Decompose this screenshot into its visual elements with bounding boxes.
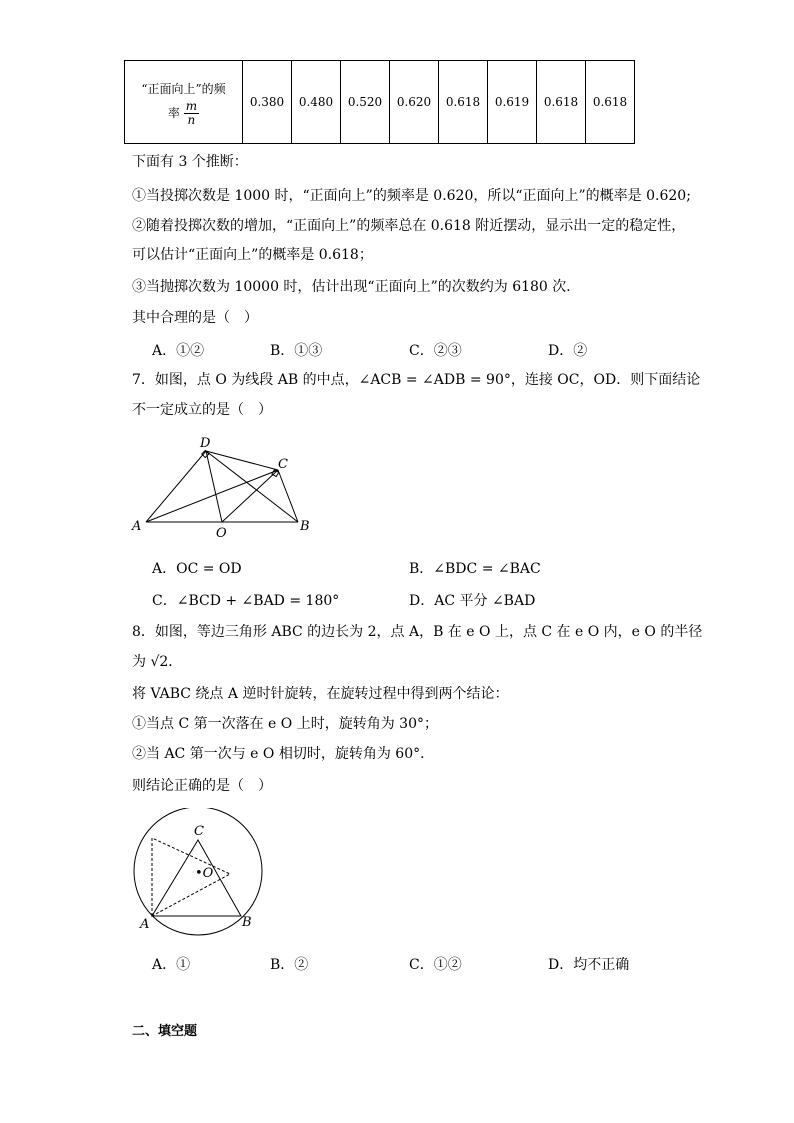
label-c: C bbox=[194, 824, 204, 839]
table-cell: 0.620 bbox=[390, 61, 439, 144]
table-cell: 0.520 bbox=[341, 61, 390, 144]
label-c: C bbox=[278, 457, 288, 472]
q6-option-a[interactable]: A．①② bbox=[152, 343, 205, 359]
q8-conclusion-2: ②当 AC 第一次与 e O 相切时，旋转角为 60°． bbox=[132, 746, 435, 762]
table-cell: 0.618 bbox=[439, 61, 488, 144]
q8-option-c[interactable]: C．①② bbox=[409, 957, 462, 973]
q6-statement-1: ①当投掷次数是 1000 时，“正面向上”的频率是 0.620，所以“正面向上”的概率是 0.620; bbox=[132, 188, 691, 204]
label-a: A bbox=[140, 917, 150, 932]
q7-stem-line-2: 不一定成立的是（ ） bbox=[132, 402, 272, 418]
label-b: B bbox=[242, 915, 252, 930]
q6-statement-2b: 可以估计“正面向上”的概率是 0.618； bbox=[132, 247, 373, 263]
fraction-m-over-n bbox=[184, 100, 199, 127]
q6-question: 其中合理的是（ ） bbox=[132, 310, 258, 326]
q7-option-b[interactable]: B．∠BDC = ∠BAC bbox=[409, 561, 541, 577]
label-o: •O bbox=[195, 866, 214, 881]
table-cell: 0.380 bbox=[243, 61, 292, 144]
q8-stem-line-2: 为 √2． bbox=[132, 654, 183, 670]
table-header-cell bbox=[125, 61, 243, 144]
fraction-numerator: m bbox=[185, 98, 198, 113]
label-d: D bbox=[200, 436, 211, 451]
q6-option-d[interactable]: D．② bbox=[548, 343, 588, 359]
q8-stem-line-3: 将 VABC 绕点 A 逆时针旋转，在旋转过程中得到两个结论： bbox=[132, 686, 509, 702]
q8-conclusion-1: ①当点 C 第一次落在 e O 上时，旋转角为 30°； bbox=[132, 716, 438, 732]
q6-intro: 下面有 3 个推断： bbox=[132, 154, 248, 170]
q6-statement-2a: ②随着投掷次数的增加，“正面向上”的频率总在 0.618 附近摆动，显示出一定的稳定性， bbox=[132, 218, 686, 234]
q8-figure bbox=[130, 808, 270, 936]
table-cell: 0.618 bbox=[586, 61, 635, 144]
frequency-table bbox=[124, 60, 635, 144]
q8-stem-line-1: 8．如图，等边三角形 ABC 的边长为 2，点 A，B 在 e O 上，点 C 在 e O 内，e O 的半径 bbox=[132, 624, 703, 640]
q8-option-a[interactable]: A．① bbox=[152, 957, 191, 973]
header-line-2 bbox=[125, 100, 242, 127]
q6-statement-3: ③当抛掷次数为 10000 时，估计出现“正面向上”的次数约为 6180 次． bbox=[132, 279, 581, 295]
segment-oc bbox=[222, 470, 278, 522]
q7-stem-line-1: 7．如图，点 O 为线段 AB 的中点，∠ACB = ∠ADB = 90°，连接 OC，OD．则下面结论 bbox=[132, 372, 701, 388]
segment-ad bbox=[146, 451, 206, 522]
q7-option-a[interactable]: A．OC = OD bbox=[152, 561, 242, 577]
q6-option-c[interactable]: C．②③ bbox=[409, 343, 462, 359]
q7-figure bbox=[130, 430, 320, 545]
rotated-triangle-dashed bbox=[152, 838, 230, 916]
q8-question: 则结论正确的是（ ） bbox=[132, 778, 272, 794]
label-a: A bbox=[132, 519, 142, 534]
q8-option-b[interactable]: B．② bbox=[270, 957, 309, 973]
label-b: B bbox=[300, 519, 310, 534]
table-cell: 0.480 bbox=[292, 61, 341, 144]
q7-option-c[interactable]: C．∠BCD + ∠BAD = 180° bbox=[152, 593, 340, 609]
table-row bbox=[125, 61, 635, 144]
header-rate-label: 率 bbox=[167, 105, 180, 120]
section-heading: 二、填空题 bbox=[132, 1024, 198, 1039]
q7-option-d[interactable]: D．AC 平分 ∠BAD bbox=[409, 593, 536, 609]
label-o: O bbox=[216, 526, 227, 541]
segment-dc bbox=[206, 451, 278, 470]
table-cell: 0.619 bbox=[488, 61, 537, 144]
q6-option-b[interactable]: B．①③ bbox=[270, 343, 323, 359]
fraction-denominator: n bbox=[187, 112, 196, 127]
header-line-1: “正面向上”的频 bbox=[141, 81, 226, 96]
q8-option-d[interactable]: D．均不正确 bbox=[548, 957, 630, 973]
table-cell: 0.618 bbox=[537, 61, 586, 144]
